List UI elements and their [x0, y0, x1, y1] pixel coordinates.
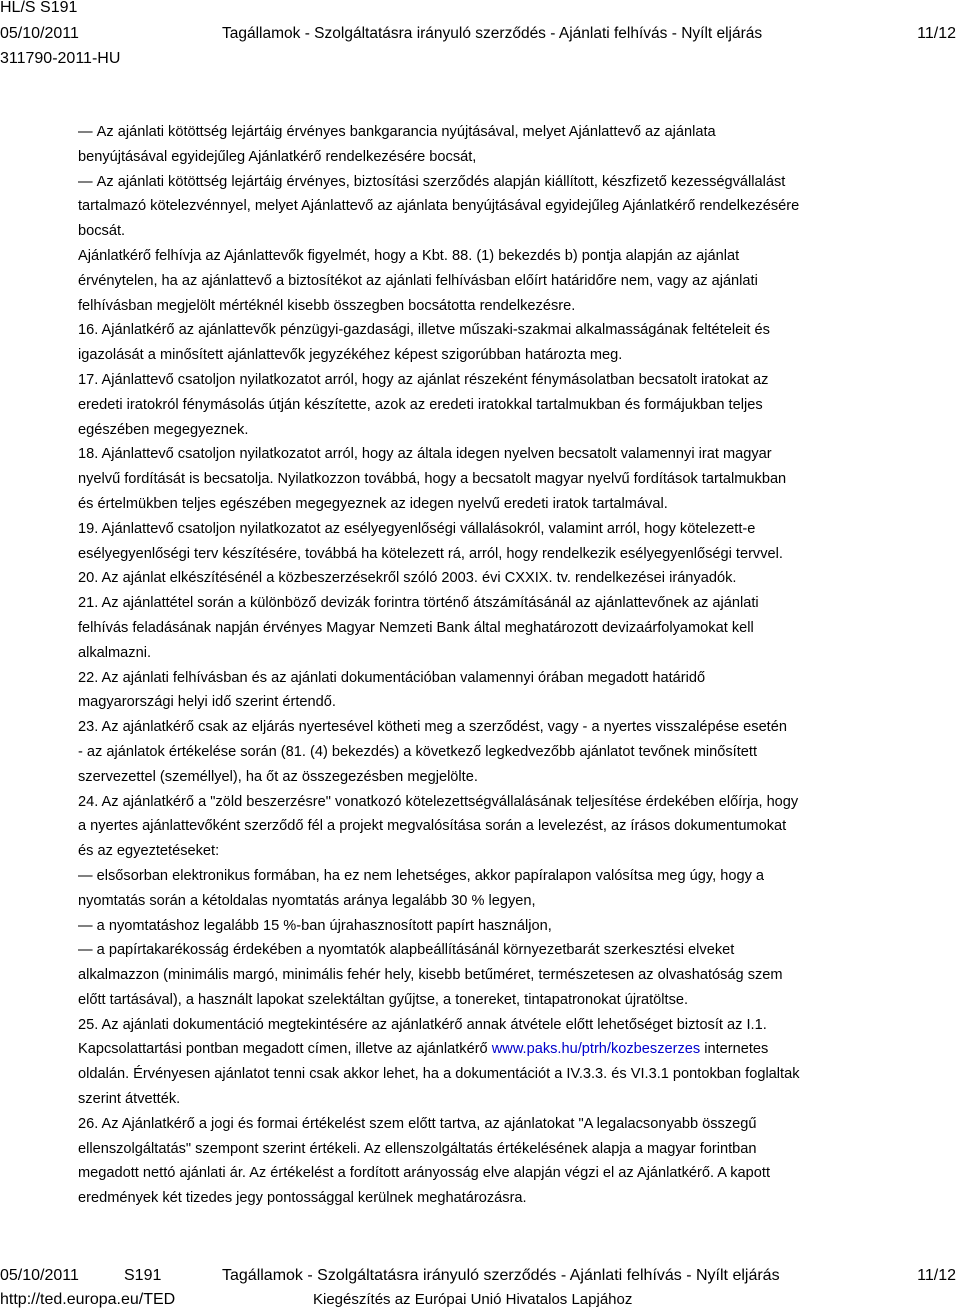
em-dash-bullet: [78, 918, 97, 934]
text-line-content: nyomtatás során a kétoldalas nyomtatás aránya legalább 30 % legyen,: [78, 892, 536, 909]
text-line-content: érvénytelen, ha az ajánlattevő a biztosítékot az ajánlati felhívásban előírt határidőre nem, vagy az ajánlati: [78, 272, 758, 289]
text-line: [78, 1087, 958, 1112]
footer-date: 05/10/2011: [0, 1267, 79, 1284]
text-line-content: 21. Az ajánlattétel során a különböző devizák forintra történő átszámításánál az ajánlattevőnek az ajánlati: [78, 595, 759, 612]
text-line-content: benyújtásával egyidejűleg Ajánlatkérő rendelkezésére bocsát,: [78, 148, 477, 165]
text-line: [78, 889, 958, 914]
footer-url[interactable]: http://ted.europa.eu/TED: [0, 1291, 176, 1308]
text-line-content: alkalmazni.: [78, 644, 151, 661]
text-line: [78, 591, 958, 616]
text-line: [78, 938, 958, 963]
text-line: [78, 492, 958, 517]
text-line: [78, 418, 958, 443]
text-line-content: és értelmükben teljes egészében megegyeznek az idegen nyelvű eredeti iratok tartalmával.: [78, 495, 668, 512]
text-line: [78, 641, 958, 666]
text-line-content: eredmények két tizedes jegy pontossággal kerülnek meghatározásra.: [78, 1190, 527, 1207]
text-line-content: Kapcsolattartási pontban megadott címen, illetve az ajánlatkérő: [78, 1041, 492, 1058]
footer-page-number: 11/12: [917, 1267, 956, 1284]
text-line: [78, 790, 958, 815]
doc-date: 05/10/2011: [0, 25, 79, 42]
footer-publisher: Kiegészítés az Európai Unió Hivatalos Lapjához: [313, 1291, 633, 1308]
text-line: [78, 194, 958, 219]
text-line: [78, 120, 958, 145]
doc-code: HL/S S191: [0, 0, 78, 16]
text-line-content: eredeti iratokról fénymásolás útján készítette, azok az eredeti iratokkal tartalmukban és formájukban teljes: [78, 396, 763, 413]
text-line: [78, 269, 958, 294]
text-line-content: 16. Ajánlatkérő az ajánlattevők pénzügyi-gazdasági, illetve műszaki-szakmai alkalmasságának feltételeit és: [78, 322, 770, 339]
text-line-content: Az ajánlati kötöttség lejártáig érvényes, biztosítási szerződés alapján kiállított, készfizető kezességvállalást: [96, 173, 786, 190]
text-line: [78, 1137, 958, 1162]
doc-number: 311790-2011-HU: [0, 50, 121, 67]
text-line-content: elsősorban elektronikus formában, ha ez nem lehetséges, akkor papíralapon valósítsa meg úgy, hogy a: [96, 867, 765, 884]
document-body: [78, 120, 958, 1211]
text-line: [78, 219, 958, 244]
text-line: [78, 616, 958, 641]
text-line-content: a nyertes ajánlattevőként szerződő fél a projekt megvalósítása során a levelezést, az írásos dokumentumokat: [78, 818, 787, 835]
text-line-content: internetes: [700, 1041, 769, 1058]
text-line-content: Az ajánlati kötöttség lejártáig érvényes bankgarancia nyújtásával, melyet Ajánlattevő az ajánlata: [96, 124, 716, 140]
text-line-content: alkalmazzon (minimális margó, minimális fehér hely, kisebb betűméret, természetesen az olvashatóság szem: [78, 967, 783, 984]
text-line: [78, 170, 958, 195]
text-line-content: 19. Ajánlattevő csatoljon nyilatkozatot az esélyegyenlőségi vállalásokról, valamint arról, hogy kötelezett-e: [78, 520, 756, 537]
text-line: [78, 318, 958, 343]
text-line-content: 26. Az Ajánlatkérő a jogi és formai értékelést szem előtt tartva, az ajánlatokat "A legalacsonyabb összegű: [78, 1115, 757, 1132]
text-line-content: és az egyeztetéseket:: [78, 843, 220, 860]
text-line: [78, 244, 958, 269]
text-line: [78, 467, 958, 492]
text-line-content: a nyomtatáshoz legalább 15 %-ban újrahasznosított papírt használjon,: [96, 917, 552, 934]
text-line: [78, 442, 958, 467]
text-line: [78, 864, 958, 889]
text-line: [78, 343, 958, 368]
text-line: [78, 294, 958, 319]
text-line-content: 17. Ajánlattevő csatoljon nyilatkozatot arról, hogy az ajánlat részeként fénymásolatban becsatolt iratokat az: [78, 371, 769, 388]
text-line: [78, 517, 958, 542]
footer-title: Tagállamok - Szolgáltatásra irányuló szerződés - Ajánlati felhívás - Nyílt eljárás: [222, 1267, 780, 1284]
text-line: [78, 839, 958, 864]
text-line: [78, 393, 958, 418]
text-line-content: igazolását a minősített ajánlattevők jegyzékéhez képest szigorúbban határozta meg.: [78, 347, 623, 364]
text-line: [78, 1186, 958, 1211]
text-line-content: 25. Az ajánlati dokumentáció megtekintésére az ajánlatkérő annak átvétele előtt lehetőséget biztosít az I.1.: [78, 1016, 767, 1033]
text-line: [78, 542, 958, 567]
text-line-content: szervezettel (személlyel), ha őt az összegezésben megjelölte.: [78, 768, 478, 785]
text-line: [78, 1062, 958, 1087]
text-line: [78, 814, 958, 839]
em-dash-bullet: [78, 868, 97, 884]
text-line-content: 24. Az ajánlatkérő a "zöld beszerzésre" vonatkozó kötelezettségvállalásának teljesítése érdekében előírja, hogy: [78, 793, 799, 810]
text-line-content: ellenszolgáltatás" szempont szerint értékeli. Az ellenszolgáltatás értékelésének alapja a magyar forintban: [78, 1140, 757, 1157]
text-line-content: - az ajánlatok értékelése során (81. (4) bekezdés) a következő legkedvezőbb ajánlatot tevőnek minősített: [78, 743, 757, 760]
text-line-content: esélyegyenlőségi terv készítésére, továbbá ha kötelezett rá, arról, hogy rendelkezik esélyegyenlőségi tervvel.: [78, 545, 783, 562]
text-line: [78, 740, 958, 765]
text-line-content: nyelvű fordítását is becsatolja. Nyilatkozzon továbbá, hogy a becsatolt magyar nyelvű fordítások tartalmukban: [78, 471, 787, 488]
text-line-content: felhívás feladásának napján érvényes Magyar Nemzeti Bank által meghatározott devizaárfolyamokat kell: [78, 619, 754, 636]
text-line-content: előtt tartásával), a használt lapokat szelektáltan gyűjtse, a tonereket, tintapatronokat újratöltse.: [78, 991, 689, 1008]
text-line-content: tartalmazó kötelezvénnyel, melyet Ajánlattevő az ajánlata benyújtásával egyidejűleg Ajánlatkérő rendelkezésére: [78, 198, 800, 215]
text-line: [78, 145, 958, 170]
text-line-content: oldalán. Érvényesen ajánlatot tenni csak akkor lehet, ha a dokumentációt a IV.3.3. és VI.3.1 pontokban foglaltak: [78, 1066, 800, 1083]
page-number: 11/12: [917, 25, 956, 42]
doc-title: Tagállamok - Szolgáltatásra irányuló szerződés - Ajánlati felhívás - Nyílt eljárás: [222, 25, 763, 42]
text-line: [78, 1037, 958, 1062]
text-line-content: a papírtakarékosság érdekében a nyomtatók alapbeállításánál környezetbarát szerkesztési elveket: [96, 942, 735, 959]
text-line: [78, 914, 958, 939]
text-line-content: szerint átvették.: [78, 1091, 181, 1108]
text-line: [78, 715, 958, 740]
text-line-content: magyarországi helyi idő szerint értendő.: [78, 694, 336, 711]
text-line: [78, 666, 958, 691]
em-dash-bullet: [78, 174, 97, 190]
text-line: [78, 988, 958, 1013]
text-line-content: 18. Ajánlattevő csatoljon nyilatkozatot arról, hogy az általa idegen nyelven becsatolt valamennyi irat magyar: [78, 446, 772, 463]
text-line-content: bocsát.: [78, 223, 126, 240]
text-line-content: megadott nettó ajánlati ár. Az értékelést a fordított arányosság elve alapján végzi el az Ajánlatkérő. A kapott: [78, 1165, 771, 1182]
text-line: [78, 690, 958, 715]
text-line: [78, 566, 958, 591]
em-dash-bullet: [78, 124, 97, 140]
text-line: [78, 1013, 958, 1038]
text-line-content: Ajánlatkérő felhívja az Ajánlattevők figyelmét, hogy a Kbt. 88. (1) bekezdés b) pontja alapján az ajánlat: [78, 247, 740, 264]
em-dash-bullet: [78, 942, 97, 958]
footer-code: S191: [124, 1267, 162, 1284]
text-line-content: 20. Az ajánlat elkészítésénél a közbeszerzésekről szóló 2003. évi CXXIX. tv. rendelkezései irányadók.: [78, 570, 737, 587]
text-line: [78, 368, 958, 393]
documentation-link[interactable]: www.paks.hu/ptrh/kozbeszerzes: [491, 1041, 701, 1058]
text-line: [78, 963, 958, 988]
text-line-content: felhívásban megjelölt mértéknél kisebb összegben bocsátotta rendelkezésre.: [78, 297, 576, 314]
text-line-content: 22. Az ajánlati felhívásban és az ajánlati dokumentációban valamennyi órában megadott határidő: [78, 669, 706, 686]
text-line: [78, 765, 958, 790]
text-line-content: egészében megegyeznek.: [78, 421, 249, 438]
text-line: [78, 1112, 958, 1137]
text-line: [78, 1161, 958, 1186]
text-line-content: 23. Az ajánlatkérő csak az eljárás nyertesével kötheti meg a szerződést, vagy - a nyertes visszalépése esetén: [78, 719, 787, 736]
